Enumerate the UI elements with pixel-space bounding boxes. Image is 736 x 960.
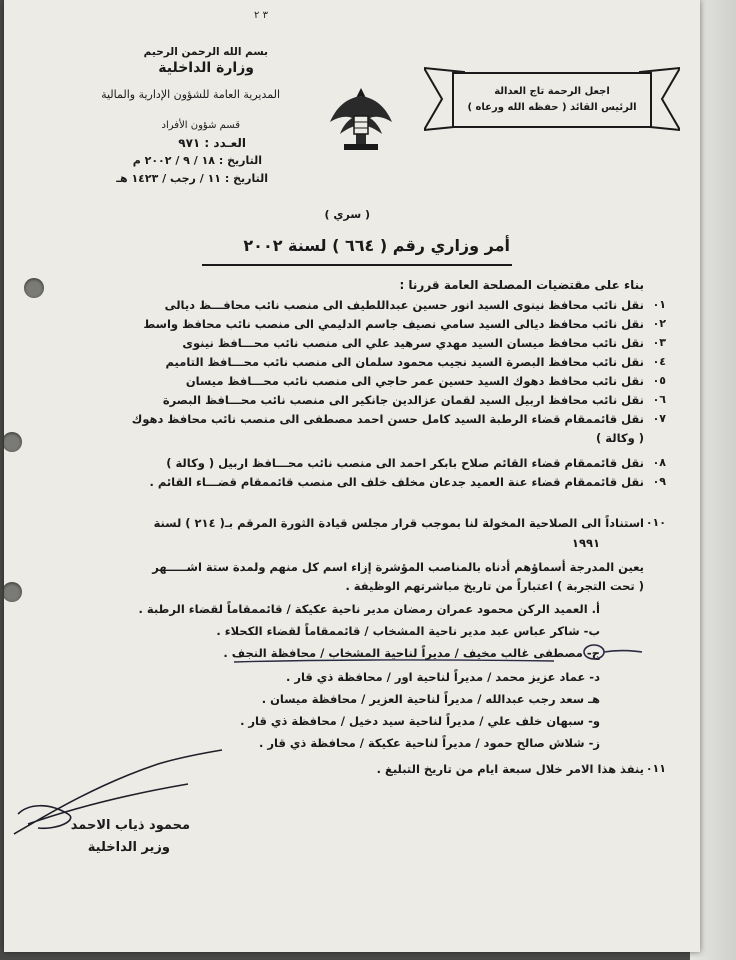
slogan-box bbox=[452, 72, 652, 128]
punch-hole bbox=[4, 582, 22, 602]
item-11: ٠١١ ينفذ هذا الامر خلال سبعة ايام من تاريخ التبليغ . bbox=[376, 762, 666, 776]
list-item: ٠٦ نقل نائب محافظ اربيل السيد لقمان عزالدين جانكير الى منصب نائب محـــافظ البصرة bbox=[162, 393, 666, 407]
appointee-item: ز- شلاش صالح حمود / مديراً لناحية عكيكة / محافظة ذي قار . bbox=[259, 736, 600, 750]
appointee-item: و- سبهان خلف علي / مديراً لناحية سيد دخيل / محافظة ذي قار . bbox=[240, 714, 600, 728]
list-item: ٠٥ نقل نائب محافظ دهوك السيد حسين عمر حاجي الى منصب نائب محـــافظ ميسان bbox=[185, 374, 666, 388]
appointee-item: د- عماد عزيز محمد / مديراً لناحية اور / محافظة ذي قار . bbox=[285, 670, 600, 684]
classification: ( سري ) bbox=[324, 208, 370, 221]
basmala: بسم الله الرحمن الرحيم bbox=[143, 46, 268, 58]
list-item: ٠٧ نقل قائممقام قضاء الرطبة السيد كامل حسن احمد مصطفى الى منصب نائب محافظ دهوك bbox=[131, 412, 666, 426]
appointee-item: هـ سعد رجب عبدالله / مديراً لناحية العزير / محافظة ميسان . bbox=[261, 692, 600, 706]
list-item: ٠٨ نقل قائممقام قضاء القائم صلاح بابكر احمد الى منصب نائب محـــافظ اربيل ( وكالة ) bbox=[166, 456, 666, 470]
section-name: قسم شؤون الأفراد bbox=[161, 120, 240, 131]
appointee-item: ب- شاكر عباس عبد مدير ناحية المشخاب / قائممقاماً لقضاء الكحلاء . bbox=[216, 624, 600, 638]
intro-text: بناء على مقتضيات المصلحة العامة قررنا : bbox=[399, 278, 644, 292]
signatory-name: محمود ذياب الاحمد bbox=[70, 818, 190, 833]
list-item: ( وكالة ) bbox=[596, 431, 644, 445]
list-item: ٠٢ نقل نائب محافظ ديالى السيد سامي نصيف جاسم الدليمي الى منصب نائب محافظ واسط bbox=[143, 317, 666, 331]
order-title: أمر وزاري رقم ( ٦٦٤ ) لسنة ٢٠٠٢ bbox=[243, 236, 510, 255]
title-underline bbox=[202, 264, 512, 266]
slogan-banner bbox=[424, 64, 680, 134]
eagle-emblem-icon bbox=[326, 82, 396, 154]
slogan-line-2: الرئيس القائد ( حفظه الله ورعاه ) bbox=[467, 102, 637, 113]
list-item: ٠٩ نقل قائممقام قضاء عنة العميد جدعان مخلف خلف الى منصب قائممقام قضـــاء القائم . bbox=[149, 475, 666, 489]
item-10-line-3: يعين المدرجة أسماؤهم أدناه بالمناصب المؤشرة إزاء اسم كل منهم ولمدة ستة اشـــــهر bbox=[152, 560, 644, 574]
appointee-item: أ. العميد الركن محمود عمران رمضان مدير ناحية عكيكة / قائممقاماً لقضاء الرطبة . bbox=[138, 602, 600, 616]
list-item: ٠٤ نقل نائب محافظ البصرة السيد نجيب محمود سلمان الى منصب نائب محـــافظ التاميم bbox=[165, 355, 666, 369]
slogan-line-1: اجعل الرحمة تاج العدالة bbox=[494, 86, 610, 97]
list-item: ٠٣ نقل نائب محافظ ميسان السيد مهدي سرهيد علي الى منصب نائب محـــافظ نينوى bbox=[182, 336, 666, 350]
directorate-name: المديرية العامة للشؤون الإدارية والمالية bbox=[101, 88, 280, 101]
item-10-year: ١٩٩١ bbox=[571, 536, 600, 550]
document-number: العـدد : ٩٧١ bbox=[178, 136, 246, 150]
item-10-line-4: ( تحت التجربة ) اعتباراً من تاريخ مباشرتهم الوظيفة . bbox=[345, 579, 644, 593]
handwritten-underline bbox=[224, 640, 644, 670]
appointee-item: ج- مصطفى غالب مخيف / مديراً لناحية المشخاب / محافظة النجف . bbox=[223, 646, 600, 660]
gregorian-date: التاريخ : ١٨ / ٩ / ٢٠٠٢ م bbox=[132, 154, 262, 167]
punch-hole bbox=[24, 278, 44, 298]
top-marks: ٣ ٢ bbox=[254, 10, 268, 21]
ministry-name: وزارة الداخلية bbox=[158, 60, 254, 76]
item-10-line-1: ٠١٠ استناداً الى الصلاحية المخولة لنا بموجب قرار مجلس قيادة الثورة المرقم بـ( ٢١٤ ) لسنة bbox=[153, 516, 666, 530]
hijri-date: التاريخ : ١١ / رجب / ١٤٢٣ هـ bbox=[116, 172, 268, 185]
punch-hole bbox=[4, 432, 22, 452]
list-item: ٠١ نقل نائب محافظ نينوى السيد انور حسين عبداللطيف الى منصب نائب محافـــظ ديالى bbox=[164, 298, 666, 312]
signatory-title: وزير الداخلية bbox=[87, 840, 170, 855]
document-page bbox=[4, 0, 700, 952]
